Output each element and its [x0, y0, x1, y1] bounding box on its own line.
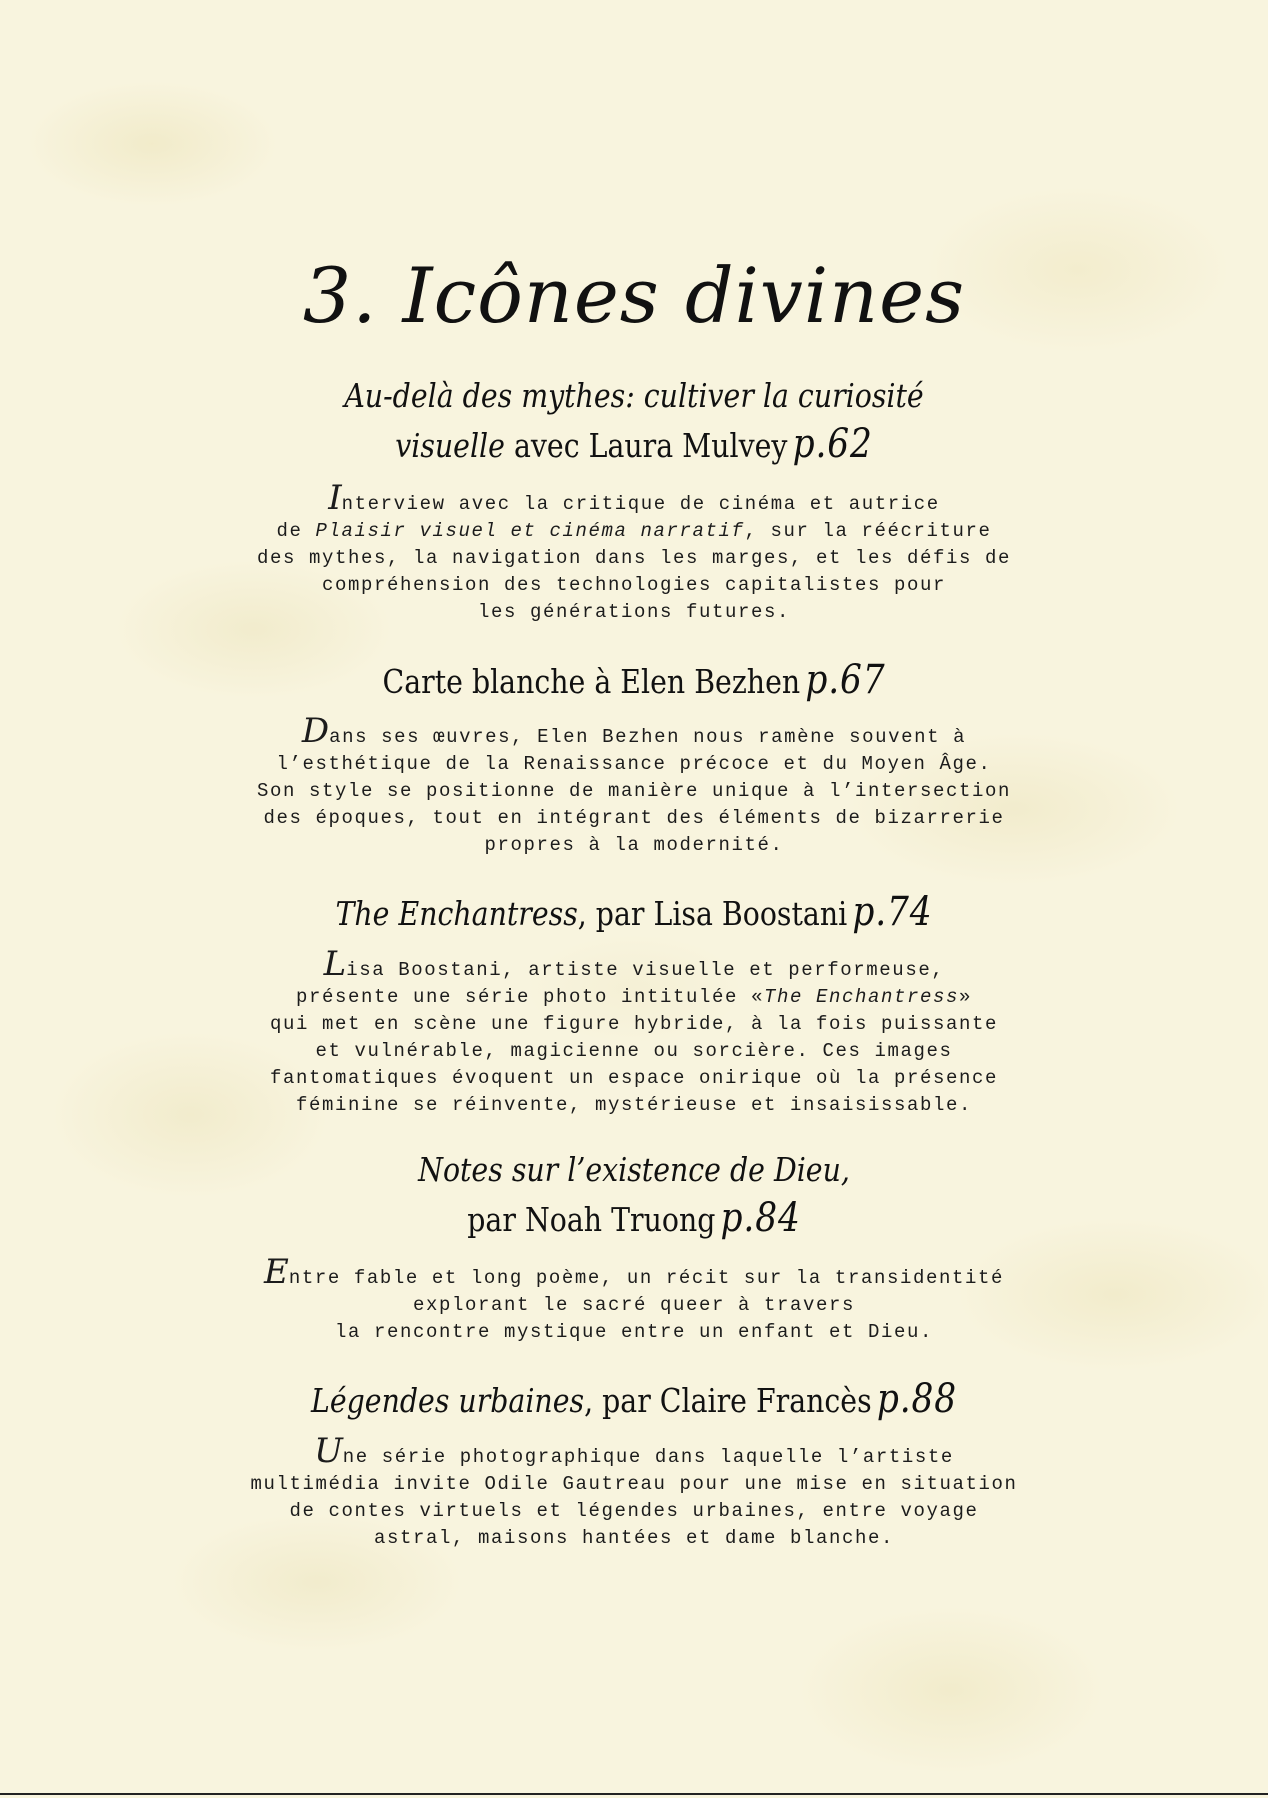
section-description-elen-bezhen: Dans ses œuvres, Elen Bezhen nous ramène souvent à l’esthétique de la Renaissance précoce et du Moyen Âge. Son style se positionne de manière unique à l’intersection des époques, tout en intégrant des éléments de bizarrerie propres à la modernité.	[256, 711, 1012, 856]
drop-cap: D	[301, 711, 330, 751]
page-ref: p.84	[720, 1195, 801, 1241]
page-ref: p.74	[852, 889, 933, 935]
drop-cap: E	[264, 1252, 289, 1292]
page-ref: p.62	[792, 421, 873, 467]
section-description-lisa-boostani: Lisa Boostani, artiste visuelle et performeuse, présente une série photo intitulée «The Enchantress» qui met en scène une figure hybride, à la fois puissante et vulnérable, magicienne ou sorcière. Ces images fantomatiques évoquent un espace onirique où la présence féminine se réinvente, mystérieuse et insaisissable.	[269, 944, 999, 1116]
drop-cap: U	[314, 1431, 343, 1471]
page-ref: p.88	[876, 1376, 957, 1422]
drop-cap: I	[328, 478, 342, 518]
section-heading-laura-mulvey: Au-delà des mythes: cultiver la curiosité	[344, 376, 924, 415]
section-description-laura-mulvey: Interview avec la critique de cinéma et autrice de Plaisir visuel et cinéma narratif, sur la réécriture des mythes, la navigation dans les marges, et les défis de compréhension des technologies capitalistes pour les générations futures.	[256, 478, 1012, 623]
section-description-claire-frances: Une série photographique dans laquelle l’artiste multimédia invite Odile Gautreau pour une mise en situation de contes virtuels et légendes urbaines, entre voyage astral, maisons hantées et dame blanche.	[250, 1431, 1018, 1549]
page-ref: p.67	[805, 657, 886, 703]
section-description-noah-truong: Entre fable et long poème, un récit sur la transidentité explorant le sacré queer à travers la rencontre mystique entre un enfant et Dieu.	[264, 1252, 1004, 1343]
section-heading-laura-mulvey-line2: visuelle avec Laura Mulvey p.62	[395, 421, 873, 467]
section-heading-noah-truong-line2: par Noah Truong p.84	[467, 1195, 801, 1241]
section-heading-elen-bezhen: Carte blanche à Elen Bezhen p.67	[382, 657, 886, 703]
drop-cap: L	[323, 944, 347, 984]
section-heading-lisa-boostani: The Enchantress, par Lisa Boostani p.74	[335, 889, 933, 935]
bottom-rule	[0, 1793, 1268, 1795]
page-title: 3. Icônes divines	[302, 251, 966, 340]
section-heading-claire-frances: Légendes urbaines, par Claire Francès p.88	[310, 1376, 957, 1422]
section-heading-noah-truong: Notes sur l’existence de Dieu,	[418, 1150, 850, 1189]
